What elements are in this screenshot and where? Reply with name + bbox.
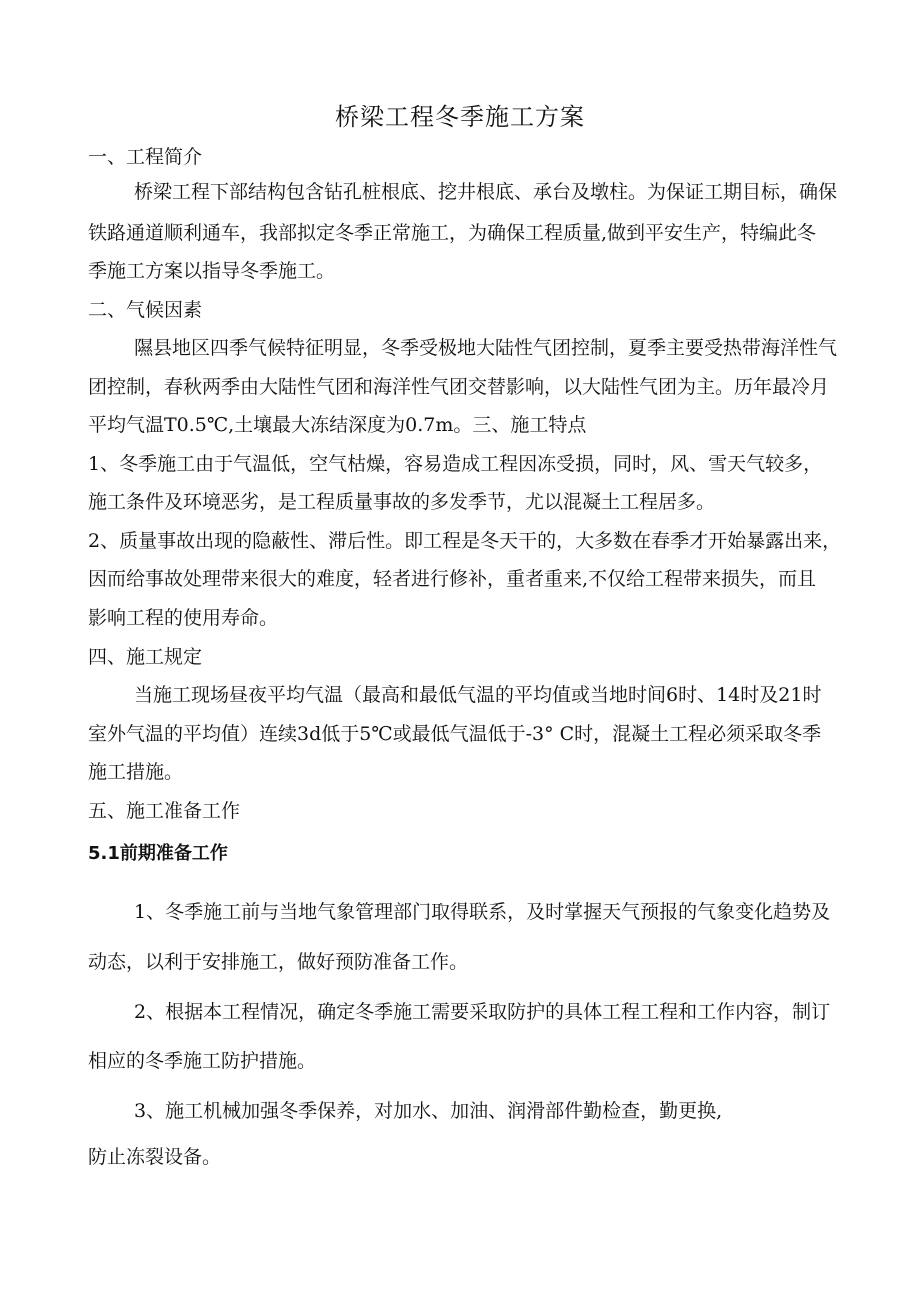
- paragraph-line: 铁路通道顺利通车，我部拟定冬季正常施工，为确保工程质量,做到平安生产，特编此冬: [88, 222, 817, 244]
- paragraph-line: 平均气温T0.5℃,土壤最大冻结深度为0.7m。三、施工特点: [88, 414, 587, 436]
- section-heading-regulations: 四、施工规定: [88, 646, 203, 668]
- document-title: 桥梁工程冬季施工方案: [335, 103, 585, 131]
- paragraph-line: 当施工现场昼夜平均气温（最高和最低气温的平均值或当地时间6时、14时及21时: [134, 684, 822, 706]
- paragraph-line: 2、质量事故出现的隐蔽性、滞后性。即工程是冬天干的，大多数在春季才开始暴露出来，: [88, 530, 842, 552]
- paragraph-line: 动态，以利于安排施工，做好预防准备工作。: [88, 951, 469, 973]
- paragraph-line: 季施工方案以指导冬季施工。: [88, 260, 336, 282]
- section-heading-climate: 二、气候因素: [88, 299, 203, 321]
- paragraph-line: 隰县地区四季气候特征明显，冬季受极地大陆性气团控制，夏季主要受热带海洋性气: [134, 337, 838, 359]
- paragraph-line: 室外气温的平均值）连续3d低于5℃或最低气温低于-3° C时，混凝土工程必须采取冬季: [88, 723, 822, 745]
- paragraph-line: 桥梁工程下部结构包含钻孔桩根底、挖井根底、承台及墩柱。为保证工期目标，确保: [134, 181, 838, 203]
- paragraph-line: 2、根据本工程情况，确定冬季施工需要采取防护的具体工程工程和工作内容，制订: [134, 1001, 831, 1023]
- paragraph-line: 相应的冬季施工防护措施。: [88, 1050, 317, 1072]
- section-heading-overview: 一、工程简介: [88, 146, 203, 168]
- paragraph-line: 施工措施。: [88, 761, 184, 783]
- paragraph-line: 影响工程的使用寿命。: [88, 607, 279, 629]
- paragraph-line: 团控制，春秋两季由大陆性气团和海洋性气团交替影响，以大陆性气团为主。历年最冷月: [88, 376, 830, 398]
- paragraph-line: 施工条件及环境恶劣，是工程质量事故的多发季节，尤以混凝土工程居多。: [88, 491, 716, 513]
- section-heading-preparation: 五、施工准备工作: [88, 800, 241, 822]
- subsection-heading: 5.1前期准备工作: [88, 843, 228, 864]
- paragraph-line: 防止冻裂设备。: [88, 1146, 222, 1168]
- paragraph-line: 1、冬季施工前与当地气象管理部门取得联系，及时掌握天气预报的气象变化趋势及: [134, 901, 831, 923]
- paragraph-line: 1、冬季施工由于气温低，空气枯燥，容易造成工程因冻受损，同时，风、雪天气较多，: [88, 453, 823, 475]
- paragraph-line: 3、施工机械加强冬季保养，对加水、加油、润滑部件勤检查，勤更换,: [134, 1100, 723, 1122]
- paragraph-line: 因而给事故处理带来很大的难度，轻者进行修补，重者重来,不仅给工程带来损失，而且: [88, 568, 817, 590]
